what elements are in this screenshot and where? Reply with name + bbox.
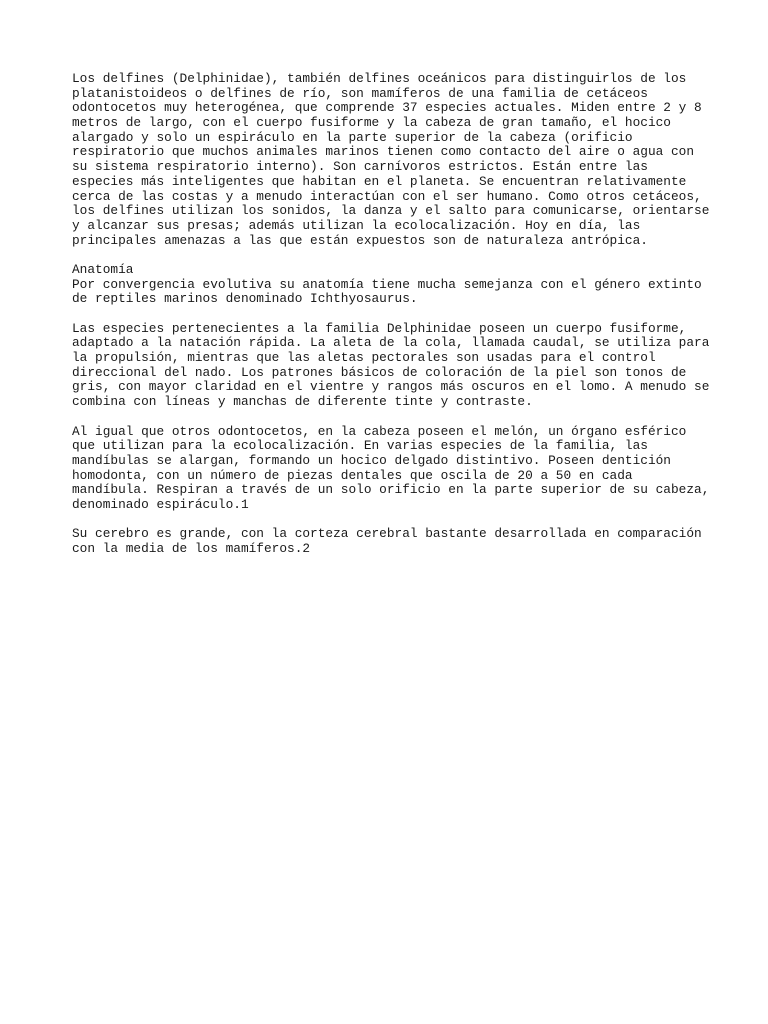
paragraph-anatomy (72, 263, 712, 307)
paragraph-intro (72, 72, 712, 248)
paragraph-head (72, 425, 712, 513)
text-line: adaptado a la natación rápida. La aleta de la cola, llamada caudal, se utiliza para (72, 335, 710, 351)
text-line: respiratorio que muchos animales marinos tienen como contacto del aire o agua con (72, 144, 695, 160)
text-line: Las especies pertenecientes a la familia Delphinidae poseen un cuerpo fusiforme, (72, 320, 687, 336)
text-line: metros de largo, con el cuerpo fusiforme y la cabeza de gran tamaño, el hocico (72, 115, 671, 131)
text-line: alargado y solo un espiráculo en la parte superior de la cabeza (orificio (72, 129, 633, 145)
text-line: cerca de las costas y a menudo interactúan con el ser humano. Como otros cetáceos, (72, 188, 702, 204)
text-line: de reptiles marinos denominado Ichthyosaurus. (72, 291, 418, 307)
text-line: principales amenazas a las que están expuestos son de naturaleza antrópica. (72, 232, 648, 248)
text-line: Por convergencia evolutiva su anatomía tiene mucha semejanza con el género extinto (72, 276, 702, 292)
text-line: gris, con mayor claridad en el vientre y rangos más oscuros en el lomo. A menudo se (72, 379, 710, 395)
text-line: Al igual que otros odontocetos, en la cabeza poseen el melón, un órgano esférico (72, 423, 687, 439)
paragraph-brain (72, 527, 712, 556)
text-line: y alcanzar sus presas; además utilizan la ecolocalización. Hoy en día, las (72, 217, 641, 233)
text-line: especies más inteligentes que habitan en el planeta. Se encuentran relativamente (72, 173, 687, 189)
text-line: combina con líneas y manchas de diferente tinte y contraste. (72, 394, 533, 410)
paragraph-body-shape (72, 322, 712, 410)
text-line: que utilizan para la ecolocalización. En varias especies de la familia, las (72, 438, 648, 454)
text-line: denominado espiráculo.1 (72, 496, 249, 512)
text-line: odontocetos muy heterogénea, que comprende 37 especies actuales. Miden entre 2 y 8 (72, 100, 702, 116)
text-line: mandíbula. Respiran a través de un solo orificio en la parte superior de su cabeza, (72, 482, 710, 498)
text-line: mandíbulas se alargan, formando un hocico delgado distintivo. Poseen dentición (72, 452, 671, 468)
text-line: direccional del nado. Los patrones básicos de coloración de la piel son tonos de (72, 364, 687, 380)
document-page (72, 72, 712, 571)
text-line: con la media de los mamíferos.2 (72, 541, 311, 556)
text-line: Su cerebro es grande, con la corteza cerebral bastante desarrollada en comparación (72, 526, 702, 542)
section-heading: Anatomía (72, 261, 134, 277)
text-line: platanistoideos o delfines de río, son mamíferos de una familia de cetáceos (72, 85, 648, 101)
text-line: la propulsión, mientras que las aletas pectorales son usadas para el control (72, 350, 656, 366)
text-line: homodonta, con un número de piezas dentales que oscila de 20 a 50 en cada (72, 467, 633, 483)
text-line: Los delfines (Delphinidae), también delfines oceánicos para distinguirlos de los (72, 71, 687, 86)
text-line: su sistema respiratorio interno). Son carnívoros estrictos. Están entre las (72, 159, 648, 175)
text-line: los delfines utilizan los sonidos, la danza y el salto para comunicarse, orientarse (72, 203, 710, 219)
